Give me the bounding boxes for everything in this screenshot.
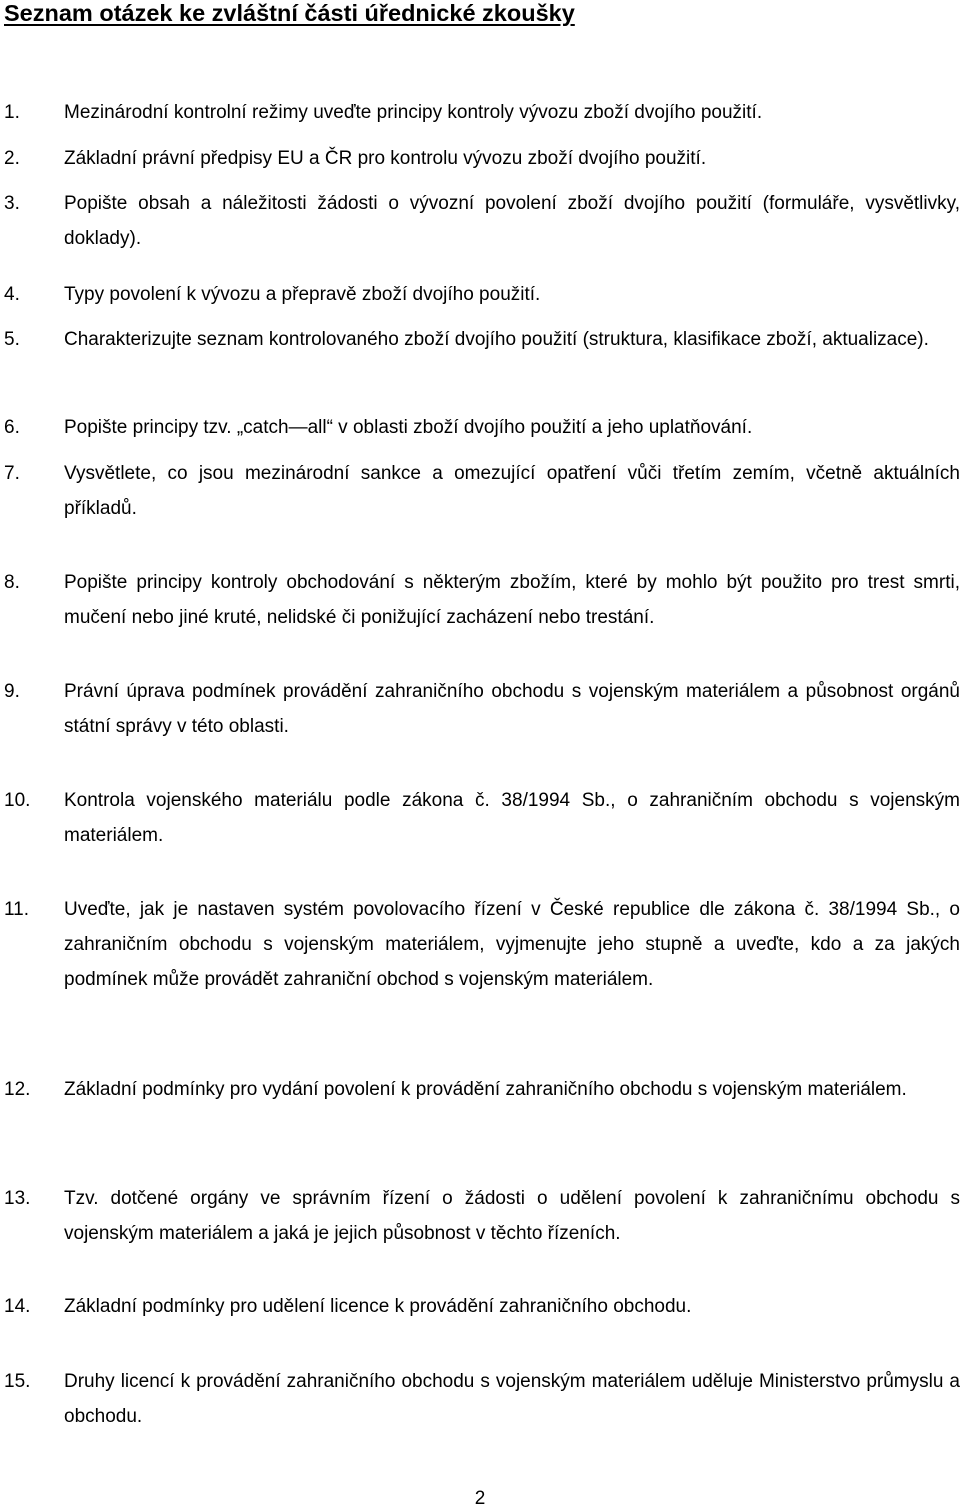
question-number: 1. [4,102,20,123]
page-number: 2 [474,1488,486,1509]
question-number: 2. [4,148,20,169]
question-item [0,892,960,997]
question-item [0,277,960,312]
question-number: 14. [4,1296,31,1317]
question-item [0,674,960,744]
question-text: Popište principy tzv. „catch—all“ v oblasti zboží dvojího použití a jeho uplatňování. [64,417,753,438]
question-number: 8. [4,572,20,593]
question-text: Základní podmínky pro udělení licence k provádění zahraničního obchodu. [64,1296,692,1317]
question-text: Právní úprava podmínek provádění zahraničního obchodu s vojenským materiálem a působnost orgánů státní správy v této oblasti. [64,681,960,737]
question-text: Mezinárodní kontrolní režimy uveďte principy kontroly vývozu zboží dvojího použití. [64,102,763,123]
question-text: Základní právní předpisy EU a ČR pro kontrolu vývozu zboží dvojího použití. [64,148,707,169]
question-number: 4. [4,284,20,305]
question-text: Charakterizujte seznam kontrolovaného zboží dvojího použití (struktura, klasifikace zboží, aktualizace). [64,329,929,350]
question-text: Kontrola vojenského materiálu podle zákona č. 38/1994 Sb., o zahraničním obchodu s vojenským materiálem. [64,790,960,846]
question-text: Typy povolení k vývozu a přepravě zboží dvojího použití. [64,284,541,305]
question-item [0,322,960,357]
question-number: 6. [4,417,20,438]
question-text: Popište obsah a náležitosti žádosti o vývozní povolení zboží dvojího použití (formuláře, vysvětlivky, doklady). [64,193,960,249]
question-item [0,186,960,256]
question-item [0,1364,960,1434]
question-text: Druhy licencí k provádění zahraničního obchodu s vojenským materiálem uděluje Ministerstvo průmyslu a obchodu. [64,1371,960,1427]
document-title: Seznam otázek ke zvláštní části úřednické zkoušky [4,0,575,26]
question-item [0,783,960,853]
question-item [0,1072,960,1107]
question-item [0,456,960,526]
question-item [0,565,960,635]
question-text: Tzv. dotčené orgány ve správním řízení o žádosti o udělení povolení k zahraničnímu obchodu s vojenským materiálem a jaká je jejich působnost v těchto řízeních. [64,1188,960,1244]
question-item [0,1181,960,1251]
question-text: Vysvětlete, co jsou mezinárodní sankce a omezující opatření vůči třetím zemím, včetně aktuálních příkladů. [64,463,960,519]
question-item [0,95,960,130]
question-text: Uveďte, jak je nastaven systém povolovacího řízení v České republice dle zákona č. 38/1994 Sb., o zahraničním obchodu s vojenským materiálem, vyjmenujte jeho stupně a uveďte, kdo a za jakých podmínek může provádět zahraniční obchod s vojenským materiálem. [64,899,960,990]
question-item [0,1289,960,1324]
question-number: 11. [4,899,30,920]
question-number: 10. [4,790,31,811]
question-item [0,410,960,445]
question-number: 3. [4,193,20,214]
question-number: 13. [4,1188,31,1209]
question-number: 5. [4,329,20,350]
question-text: Základní podmínky pro vydání povolení k provádění zahraničního obchodu s vojenským materiálem. [64,1079,907,1100]
question-number: 9. [4,681,20,702]
question-number: 7. [4,463,20,484]
question-text: Popište principy kontroly obchodování s některým zbožím, které by mohlo být použito pro trest smrti, mučení nebo jiné kruté, nelidské či ponižující zacházení nebo trestání. [64,572,960,628]
question-number: 15. [4,1371,31,1392]
question-number: 12. [4,1079,31,1100]
question-item [0,141,960,176]
